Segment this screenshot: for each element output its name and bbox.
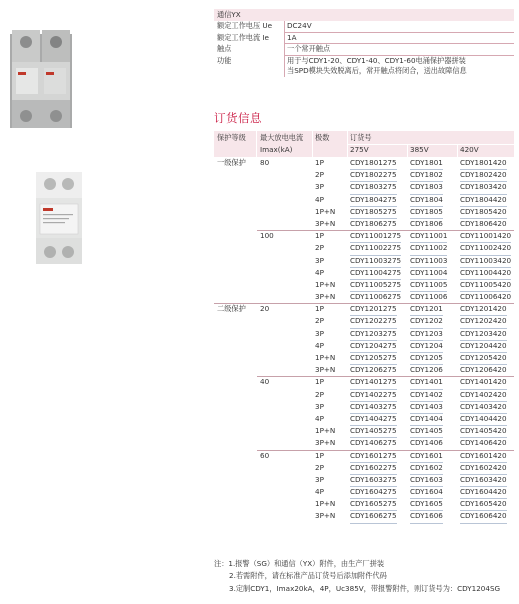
order-420-cell: CDY1403420 [460,401,507,414]
order-275-cell: CDY1604275 [350,486,397,499]
order-385-cell: CDY1805 [410,206,443,219]
header-voltage-275: 275V [350,145,369,154]
level-cell: 一级保护 [217,158,246,167]
table-row [214,291,514,303]
order-420-cell: CDY11001420 [460,230,511,243]
order-420-cell: CDY1804420 [460,194,507,207]
order-275-cell: CDY1601275 [350,450,397,463]
order-420-cell: CDY1803420 [460,181,507,194]
pole-cell: 1P [315,304,324,314]
order-275-cell: CDY11005275 [350,279,401,292]
spec-value: 一个常开触点 [284,44,514,56]
header-col-divider [407,144,408,157]
order-275-cell: CDY1406275 [350,437,397,450]
table-row [214,242,514,254]
order-385-cell: CDY1806 [410,218,443,231]
order-385-cell: CDY1404 [410,413,443,426]
order-420-cell: CDY1202420 [460,315,507,328]
order-420-cell: CDY1406420 [460,437,507,450]
header-level: 保护等级 [217,133,246,142]
pole-cell: 1P+N [315,206,336,216]
notes [214,558,514,595]
spec-row [214,66,514,77]
pole-cell: 4P [315,487,324,497]
order-420-cell: CDY1405420 [460,425,507,438]
pole-cell: 2P [315,170,324,180]
header-voltage-420: 420V [460,145,479,154]
header-col-divider [256,131,257,157]
header-poles: 极数 [315,133,330,142]
order-385-cell: CDY1203 [410,328,443,341]
spec-value: 1A [284,33,514,45]
order-385-cell: CDY1204 [410,340,443,353]
order-275-cell: CDY1402275 [350,389,397,402]
table-row [214,206,514,218]
order-420-cell: CDY1204420 [460,340,507,353]
order-385-cell: CDY1605 [410,498,443,511]
order-385-cell: CDY1201 [410,303,443,316]
table-row [214,437,514,449]
order-420-cell: CDY1603420 [460,474,507,487]
order-385-cell: CDY1803 [410,181,443,194]
order-275-cell: CDY1403275 [350,401,397,414]
order-385-cell: CDY1405 [410,425,443,438]
order-420-cell: CDY1606420 [460,510,507,523]
pole-cell: 2P [315,243,324,253]
pole-cell: 4P [315,340,324,350]
order-385-cell: CDY11003 [410,255,447,268]
order-275-cell: CDY1802275 [350,169,397,182]
order-275-cell: CDY11004275 [350,267,401,280]
spec-header: 通信YX [214,9,514,21]
order-385-cell: CDY1802 [410,169,443,182]
order-275-cell: CDY1803275 [350,181,397,194]
pole-cell: 2P [315,389,324,399]
order-420-cell: CDY1802420 [460,169,507,182]
pole-cell: 3P+N [315,438,336,448]
pole-cell: 3P [315,182,324,192]
spec-row [214,33,514,45]
table-row [214,450,514,462]
order-275-cell: CDY11006275 [350,291,401,304]
pole-cell: 1P [315,377,324,387]
pole-cell: 3P [315,474,324,484]
order-420-cell: CDY1205420 [460,352,507,365]
table-row [214,194,514,206]
table-row [214,376,514,388]
note-line: 2.若需附件，请在标准产品订货号后添加附件代码 [229,571,387,581]
order-385-cell: CDY11004 [410,267,447,280]
table-row [214,328,514,340]
order-385-cell: CDY1403 [410,401,443,414]
table-row [214,474,514,486]
order-275-cell: CDY1201275 [350,303,397,316]
table-row [214,401,514,413]
order-420-cell: CDY1401420 [460,376,507,389]
order-385-cell: CDY1606 [410,510,443,523]
spec-row [214,56,514,67]
order-385-cell: CDY1801 [410,157,443,170]
order-275-cell: CDY1204275 [350,340,397,353]
table-row [214,303,514,315]
table-row [214,315,514,327]
order-420-cell: CDY1404420 [460,413,507,426]
order-275-cell: CDY1203275 [350,328,397,341]
spec-key: 额定工作电压 Ue [217,21,273,30]
order-275-cell: CDY1205275 [350,352,397,365]
order-420-cell: CDY11003420 [460,255,511,268]
order-275-cell: CDY1801275 [350,157,397,170]
pole-cell: 1P+N [315,279,336,289]
table-row [214,389,514,401]
table-row [214,425,514,437]
order-385-cell: CDY1603 [410,474,443,487]
imax-cell: 60 [260,450,270,460]
pole-cell: 3P+N [315,511,336,521]
header-col-divider [347,131,348,157]
order-275-cell: CDY1602275 [350,462,397,475]
section-title: 订货信息 [214,111,262,125]
header-order-no: 订货号 [350,133,372,142]
imax-cell: 100 [260,231,274,241]
order-420-cell: CDY1203420 [460,328,507,341]
order-420-cell: CDY1605420 [460,498,507,511]
pole-cell: 3P+N [315,292,336,302]
table-row [214,267,514,279]
pole-cell: 1P+N [315,353,336,362]
header-voltage-385: 385V [410,145,429,154]
table-row [214,218,514,230]
order-420-cell: CDY11005420 [460,279,511,292]
spec-value: 用于与CDY1-20、CDY1-40、CDY1-60电涌保护器拼装 [284,56,514,67]
order-420-cell: CDY11002420 [460,242,511,255]
table-row [214,462,514,474]
table-header [214,131,514,157]
order-385-cell: CDY1602 [410,462,443,475]
order-275-cell: CDY1606275 [350,510,397,523]
table-row [214,486,514,498]
table-row [214,364,514,376]
table-row [214,255,514,267]
table-row [214,498,514,510]
order-275-cell: CDY1404275 [350,413,397,426]
order-385-cell: CDY1205 [410,352,443,365]
spec-value: 当SPD模块失效脱离后，常开触点将闭合，送出故障信息 [284,66,514,77]
order-385-cell: CDY1804 [410,194,443,207]
pole-cell: 1P+N [315,499,336,509]
spec-key: 功能 [217,55,232,65]
surge-protector-1p-image [30,170,88,266]
order-275-cell: CDY1405275 [350,425,397,438]
spec-row [214,44,514,56]
pole-cell: 1P+N [315,426,336,436]
order-275-cell: CDY11002275 [350,242,401,255]
order-275-cell: CDY1804275 [350,194,397,207]
pole-cell: 3P [315,401,324,411]
order-420-cell: CDY1201420 [460,303,507,316]
order-385-cell: CDY1406 [410,437,443,450]
spec-key [214,66,284,77]
order-table [214,131,514,523]
pole-cell: 4P [315,194,324,204]
order-275-cell: CDY11001275 [350,230,401,243]
order-420-cell: CDY11006420 [460,291,511,304]
spec-key: 额定工作电流 Ie [217,32,269,42]
table-row [214,352,514,364]
table-row [214,169,514,181]
order-420-cell: CDY1805420 [460,206,507,219]
order-275-cell: CDY1202275 [350,315,397,328]
table-row [214,230,514,242]
order-275-cell: CDY1605275 [350,498,397,511]
spec-value: DC24V [284,21,514,33]
order-420-cell: CDY1206420 [460,364,507,377]
note-line: 注：1.报警（SG）和通信（YX）附件，由生产厂拼装 [214,559,385,568]
order-275-cell: CDY1401275 [350,376,397,389]
table-row [214,510,514,522]
order-275-cell: CDY1206275 [350,364,397,377]
pole-cell: 1P [315,231,324,241]
pole-cell: 2P [315,462,324,472]
order-385-cell: CDY1202 [410,315,443,328]
pole-cell: 3P [315,328,324,338]
spec-row [214,21,514,33]
order-385-cell: CDY1402 [410,389,443,402]
order-420-cell: CDY1801420 [460,157,507,170]
pole-cell: 3P+N [315,218,336,228]
pole-cell: 2P [315,316,324,326]
table-row [214,413,514,425]
pole-cell: 1P [315,450,324,460]
surge-protector-2p-image [8,28,74,132]
pole-cell: 3P [315,255,324,265]
table-body [214,157,514,523]
order-385-cell: CDY1604 [410,486,443,499]
header-divider [347,144,514,145]
header-col-divider [312,131,313,157]
order-420-cell: CDY1602420 [460,462,507,475]
header-imax-unit: Imax(kA) [260,145,293,154]
pole-cell: 3P+N [315,365,336,375]
order-420-cell: CDY1601420 [460,450,507,463]
header-col-divider [457,144,458,157]
order-420-cell: CDY11004420 [460,267,511,280]
order-275-cell: CDY1806275 [350,218,397,231]
header-imax: 最大放电电流 [260,133,304,142]
table-row [214,279,514,291]
order-385-cell: CDY1206 [410,364,443,377]
imax-cell: 20 [260,304,270,314]
order-385-cell: CDY1401 [410,376,443,389]
order-385-cell: CDY11002 [410,242,447,255]
imax-cell: 80 [260,158,270,167]
pole-cell: 4P [315,413,324,423]
pole-cell: 1P [315,158,324,167]
table-row [214,340,514,352]
order-385-cell: CDY1601 [410,450,443,463]
order-420-cell: CDY1402420 [460,389,507,402]
note-line: 3.定制CDY1，Imax20kA，4P，Uc385V，带报警附件，则订货号为：CDY1204SG [229,583,501,593]
table-row [214,157,514,169]
order-275-cell: CDY1603275 [350,474,397,487]
order-385-cell: CDY11006 [410,291,447,304]
order-275-cell: CDY1805275 [350,206,397,219]
order-275-cell: CDY11003275 [350,255,401,268]
table-row [214,181,514,193]
pole-cell: 4P [315,267,324,277]
level-cell: 二级保护 [217,304,246,314]
order-385-cell: CDY11001 [410,230,447,243]
spec-table [214,9,514,77]
order-420-cell: CDY1604420 [460,486,507,499]
order-420-cell: CDY1806420 [460,218,507,231]
order-385-cell: CDY11005 [410,279,447,292]
spec-key: 触点 [217,44,232,54]
imax-cell: 40 [260,377,270,387]
